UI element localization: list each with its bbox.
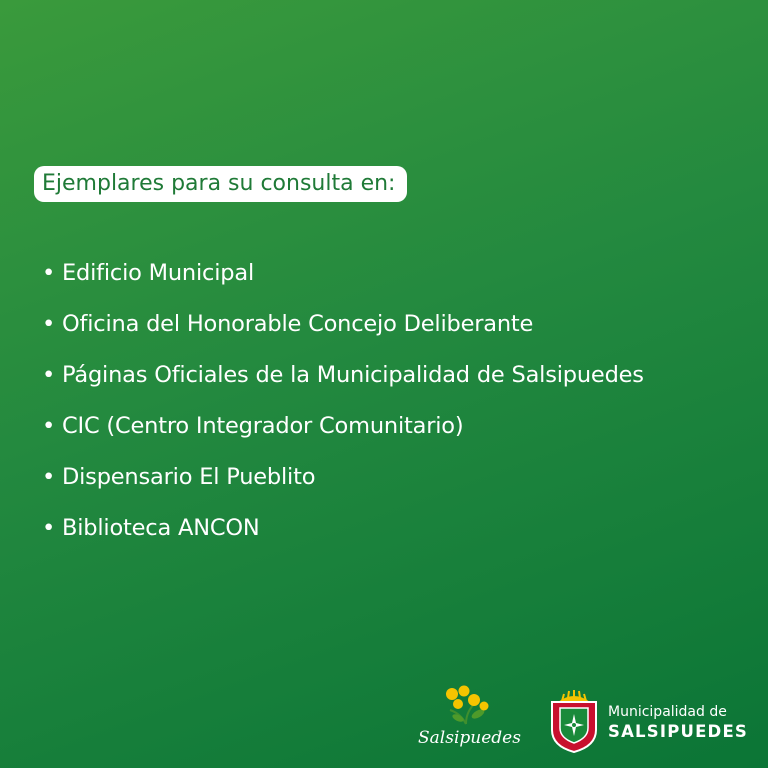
bullet: • [42, 260, 56, 286]
municipality-wordmark [608, 703, 748, 743]
list-item [42, 503, 644, 554]
bullet: • [42, 464, 56, 490]
locations-list [42, 248, 644, 554]
location-label: Páginas Oficiales de la Municipalidad de Salsipuedes [62, 362, 644, 388]
bullet: • [42, 362, 56, 388]
flowers-icon [436, 684, 496, 728]
location-label: Dispensario El Pueblito [62, 464, 316, 490]
list-item [42, 401, 644, 452]
bullet: • [42, 413, 56, 439]
salsipuedes-logo [416, 684, 528, 756]
municipality-line2: SALSIPUEDES [608, 722, 749, 741]
location-label: Oficina del Honorable Concejo Deliberante [62, 311, 534, 337]
bullet: • [42, 311, 56, 337]
shield-icon [548, 690, 600, 754]
location-label: Edificio Municipal [62, 260, 254, 286]
list-item [42, 350, 644, 401]
location-label: Biblioteca ANCON [62, 515, 260, 541]
heading-text: Ejemplares para su consulta en: [42, 171, 396, 196]
heading-pill [34, 166, 407, 202]
list-item [42, 452, 644, 503]
location-label: CIC (Centro Integrador Comunitario) [62, 413, 464, 439]
list-item [42, 299, 644, 350]
bullet: • [42, 515, 56, 541]
list-item [42, 248, 644, 299]
municipality-line1: Municipalidad de [608, 704, 727, 720]
salsipuedes-script: Salsipuedes [418, 728, 521, 748]
